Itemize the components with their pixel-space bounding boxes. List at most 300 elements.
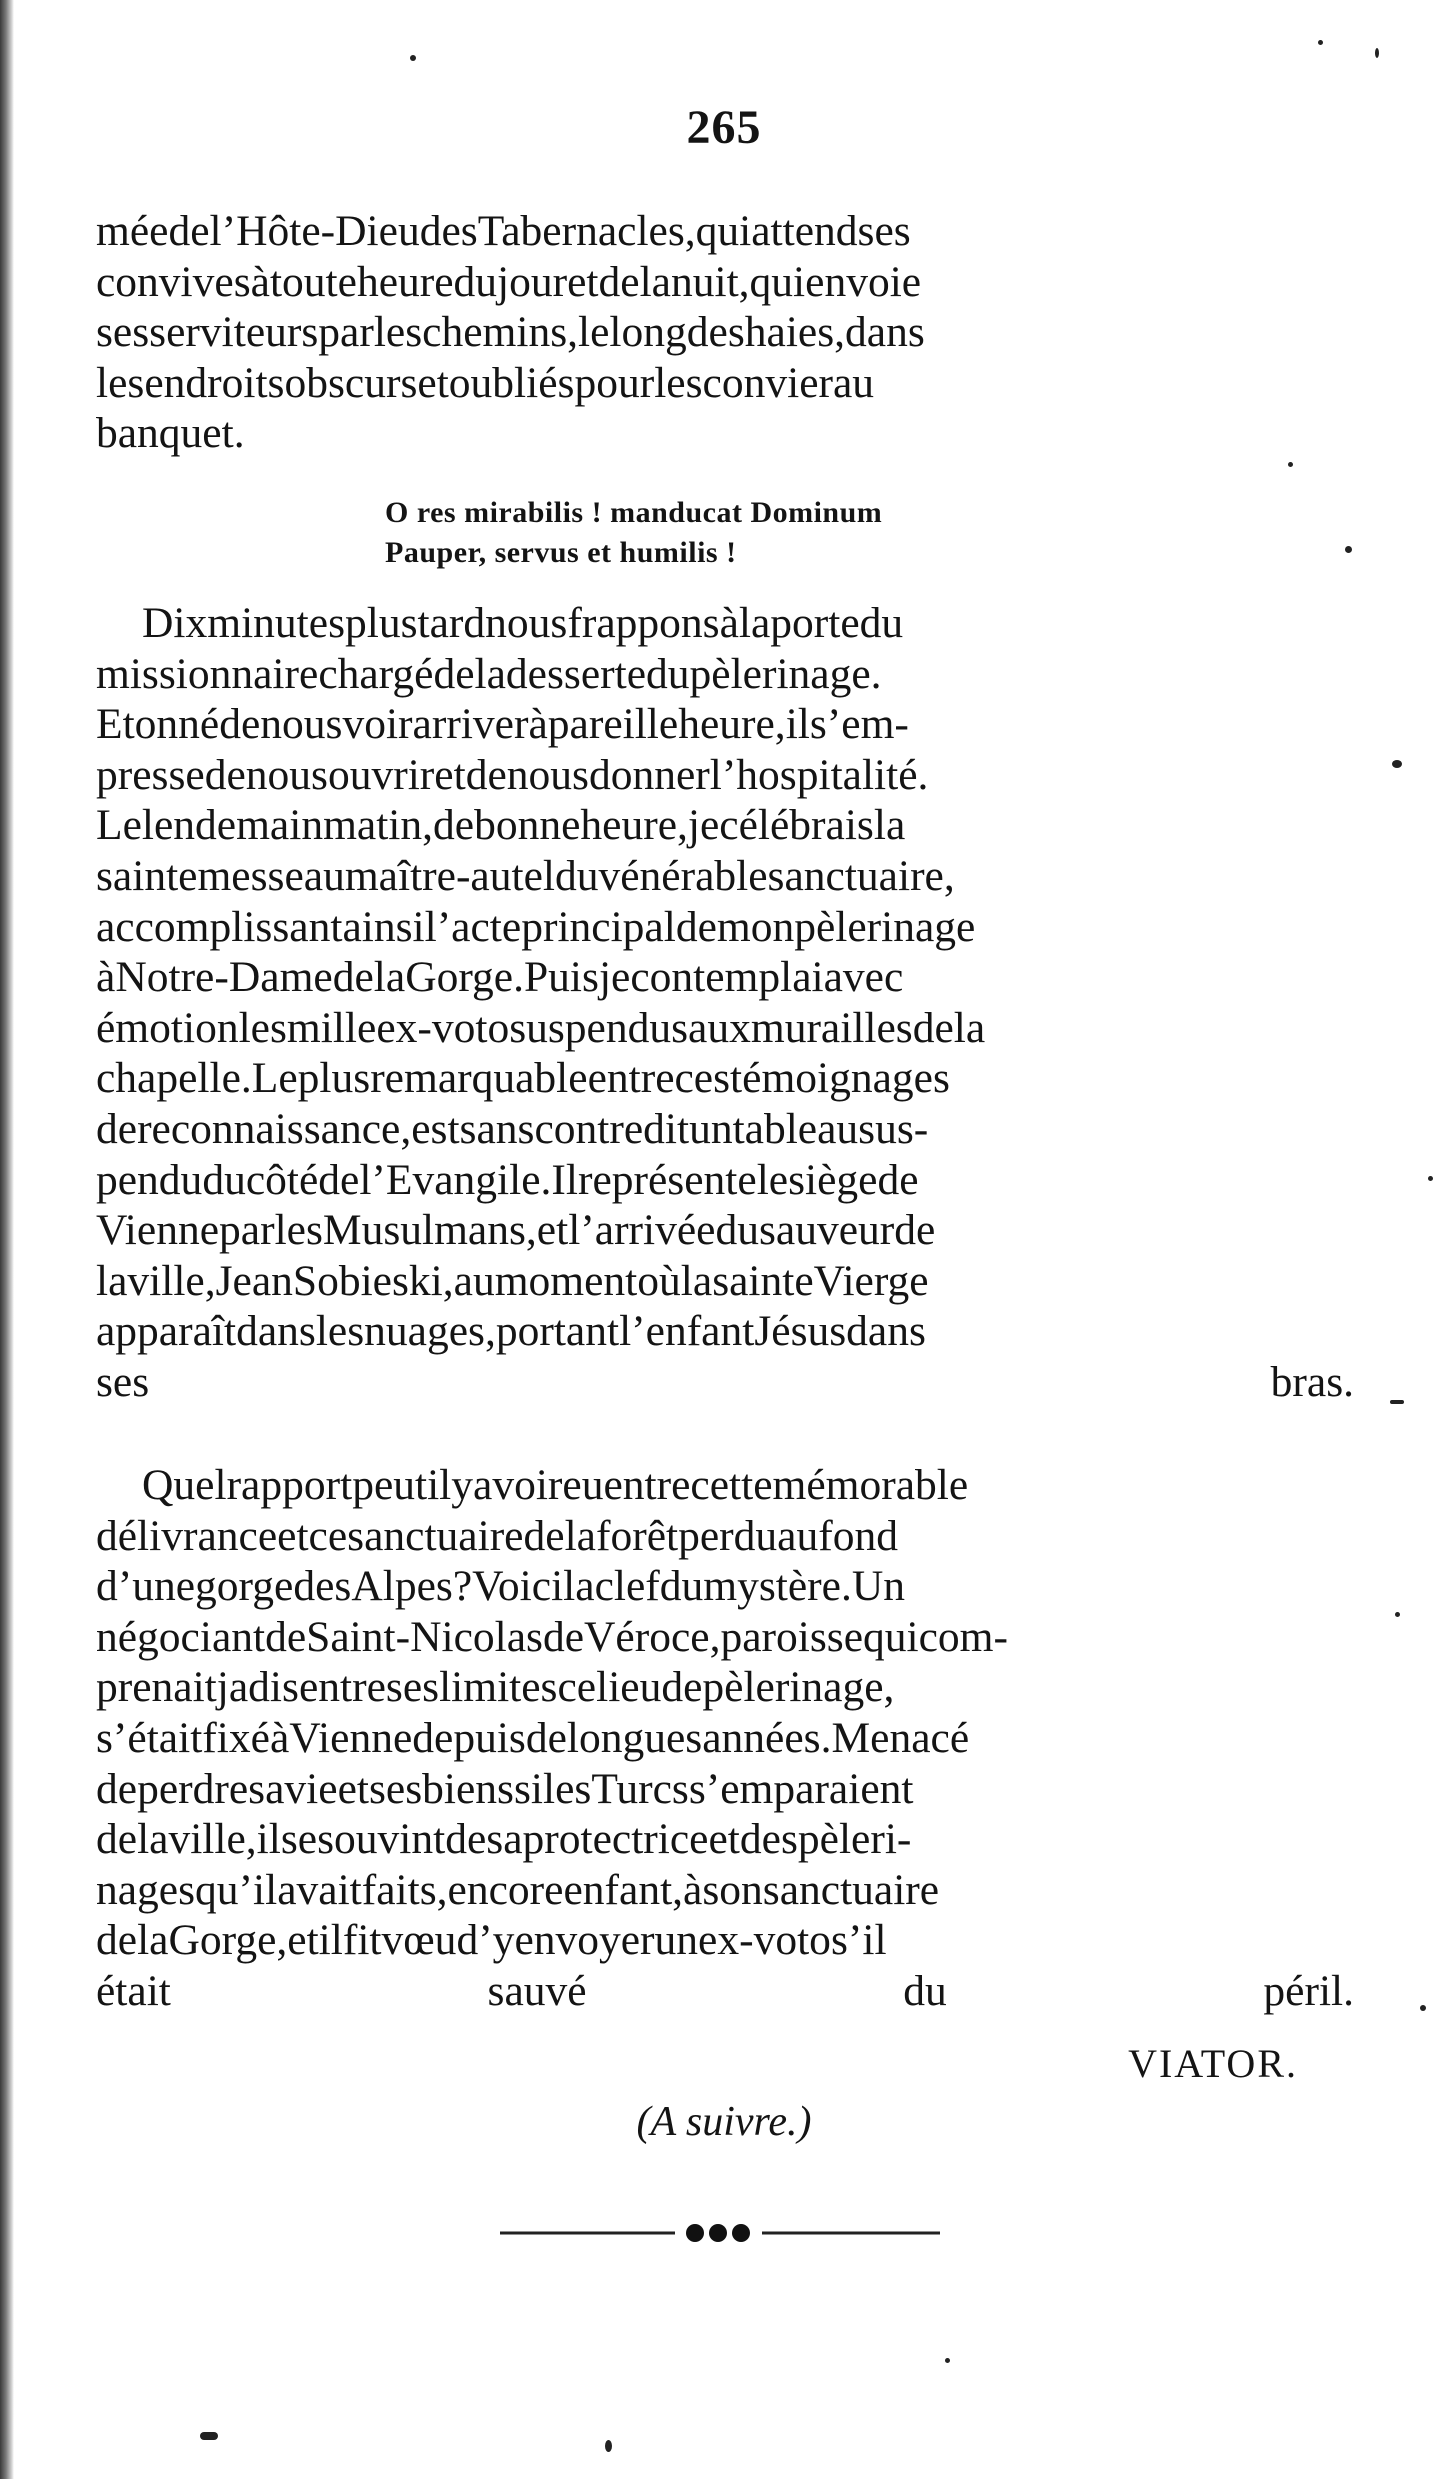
word: ses: [385, 1663, 440, 1712]
word: Un: [851, 1562, 906, 1611]
word: de: [204, 750, 246, 799]
word: accomplissant: [96, 902, 343, 951]
paragraph-2-line: [96, 1053, 1354, 1104]
word: s’était: [96, 1713, 203, 1762]
paragraph-2-line: [96, 851, 1354, 902]
word: sanctuaire: [347, 1511, 524, 1560]
word: les: [542, 1764, 592, 1813]
paragraph-3-last-line: était sauvé du péril.: [96, 1966, 1354, 2015]
word: bonne: [474, 801, 581, 850]
scan-speck: [1375, 48, 1379, 58]
word: de: [465, 750, 507, 799]
word: messe: [197, 851, 304, 900]
word: y: [451, 1461, 474, 1509]
paragraph-3-line: [96, 1814, 1354, 1865]
word: de: [598, 257, 640, 306]
word: Voici: [472, 1562, 564, 1611]
word: les: [96, 358, 145, 407]
word: voir: [342, 700, 413, 749]
word: la: [680, 1256, 713, 1305]
word: presse: [96, 750, 205, 799]
word: les: [274, 1206, 323, 1255]
word: du: [646, 649, 690, 698]
word: du: [554, 851, 599, 900]
scan-speck: [1428, 1176, 1433, 1181]
word: Notre-Dame: [115, 953, 333, 1002]
word: haies,: [744, 308, 846, 357]
word: pèlerinage,: [702, 1663, 895, 1712]
paragraph-2-line: [96, 1306, 1354, 1357]
paragraph-3-line: [96, 1764, 1354, 1815]
word: gorge: [195, 1562, 294, 1611]
word: Jésus: [754, 1307, 847, 1356]
word: remarquable: [370, 1054, 588, 1103]
word: sanctuaire: [762, 1865, 940, 1914]
word: depuis: [412, 1713, 526, 1762]
word: Le: [251, 1054, 298, 1103]
paragraph-3-line: [96, 1865, 1354, 1916]
word: dans: [236, 1307, 316, 1356]
word: de: [433, 649, 475, 698]
word: minutes: [207, 599, 345, 647]
paragraph-2-line: [96, 952, 1354, 1003]
word: pèlerinage: [794, 902, 976, 951]
word: ouvrir: [327, 750, 435, 799]
word: sainte: [96, 851, 198, 900]
word: maître-autel: [344, 851, 555, 900]
word: pour: [574, 358, 655, 407]
word: années.: [702, 1713, 832, 1762]
word: la: [563, 1562, 595, 1611]
word: les: [315, 1307, 365, 1356]
word: à: [683, 1865, 703, 1914]
word: enfant,: [563, 1865, 684, 1914]
latin-verse-line-1: O res mirabilis ! manducat Dominum: [385, 496, 883, 529]
word: ce: [557, 1663, 597, 1712]
word: des: [686, 308, 745, 357]
paragraph-3-line: [96, 1612, 1354, 1663]
scan-speck: [605, 2440, 612, 2452]
word: la: [639, 257, 671, 306]
word: la: [873, 801, 906, 850]
scan-speck: [1395, 1612, 1400, 1617]
word: tard: [417, 599, 486, 647]
word: vénérable: [598, 851, 768, 900]
word: et: [337, 1764, 369, 1813]
word: apparaît: [96, 1307, 237, 1356]
word: l’Hôte-Dieu: [209, 207, 420, 255]
word: ex-voto: [698, 1916, 831, 1965]
word: sus-: [858, 1104, 929, 1153]
word: de: [168, 207, 210, 255]
word: portant: [495, 1307, 620, 1356]
word: de: [894, 1206, 936, 1255]
word: oubliés: [448, 358, 575, 407]
word: avait: [277, 1865, 362, 1914]
word: Turcs: [591, 1764, 689, 1813]
word: du: [202, 1155, 246, 1204]
word: Etonné: [96, 700, 220, 749]
word: envoie: [805, 257, 922, 306]
word: de: [219, 700, 261, 749]
scan-speck: [1318, 40, 1323, 45]
word: et: [434, 750, 466, 799]
word: Puis: [523, 953, 599, 1002]
word: par: [219, 1206, 275, 1255]
word: de: [675, 902, 717, 951]
word: d’une: [96, 1562, 196, 1611]
page-number: 265: [686, 101, 762, 154]
word: attend: [751, 207, 858, 255]
word: de: [661, 1663, 703, 1712]
paragraph-1-line: [96, 358, 1354, 409]
paragraph-3-line: [96, 1460, 1354, 1511]
word: nous: [485, 599, 568, 647]
paragraph-2-line: [96, 1104, 1354, 1155]
word: chemins,: [422, 308, 579, 357]
word: il: [427, 1461, 452, 1509]
word: si: [513, 1764, 543, 1813]
paragraph-2-line: [96, 800, 1354, 851]
word: au: [303, 851, 345, 900]
word: Jean: [215, 1256, 293, 1305]
word: des: [293, 1562, 352, 1611]
word: sa: [486, 1815, 523, 1864]
word: un: [654, 1916, 699, 1965]
word: sans: [459, 1104, 535, 1153]
word: jour: [497, 257, 568, 306]
word: ses: [96, 308, 150, 357]
word: Gorge,: [168, 1916, 288, 1965]
word: avoir: [473, 1461, 563, 1509]
word: et: [277, 1511, 309, 1560]
word: entre: [587, 1054, 675, 1103]
word: l’arrivée: [568, 1206, 716, 1255]
word: la: [96, 1256, 128, 1305]
word: faits,: [361, 1865, 448, 1914]
word: siège: [788, 1155, 878, 1204]
word: ses: [857, 207, 911, 255]
word: mon: [716, 902, 795, 951]
word: célébrais: [719, 801, 874, 850]
word: de: [877, 1155, 919, 1204]
word: ses: [368, 1764, 423, 1813]
word: Vienne: [289, 1713, 413, 1762]
word: de: [445, 1815, 487, 1864]
paragraph-2-line: [96, 1003, 1354, 1054]
paragraph-2-line: [96, 750, 1354, 801]
paragraph-1-line: [96, 206, 1354, 257]
word: fond: [818, 1511, 898, 1560]
word: son: [702, 1865, 763, 1914]
word: côté: [245, 1155, 319, 1204]
word: s’em-: [809, 700, 909, 749]
word: long: [609, 308, 687, 357]
paragraph-2-line: [96, 598, 1354, 649]
word: clef: [594, 1562, 660, 1611]
word: au: [777, 1511, 819, 1560]
word: et: [567, 257, 599, 306]
word: à: [96, 953, 116, 1002]
paragraph-2-line: [96, 1155, 1354, 1206]
word: rapport: [226, 1461, 353, 1509]
paragraph-3-line: [96, 1662, 1354, 1713]
word: chargé: [318, 649, 434, 698]
word: qui: [749, 257, 806, 306]
word: de: [542, 1612, 585, 1661]
word: pèlerinage.: [689, 649, 882, 698]
word: donner: [588, 750, 710, 799]
word: négociant: [96, 1612, 266, 1661]
word: tableau: [732, 1104, 859, 1153]
word: Musulmans,: [322, 1206, 537, 1255]
word: par: [318, 308, 374, 357]
word: il: [318, 1916, 343, 1965]
word: de: [525, 1713, 567, 1762]
word: la: [373, 953, 406, 1002]
word: Vienne: [96, 1206, 220, 1255]
paragraph-2-line: [96, 902, 1354, 953]
word: eu: [562, 1461, 604, 1509]
word: contredit: [534, 1104, 690, 1153]
word: heure,: [678, 700, 786, 749]
word: serviteurs: [149, 308, 319, 357]
word: forêt: [595, 1511, 679, 1560]
word: Alpes: [351, 1562, 453, 1611]
word: ainsi: [342, 902, 425, 951]
word: murailles: [750, 1003, 913, 1052]
word: à: [269, 1713, 290, 1762]
paragraph-1-last-line: banquet.: [96, 409, 245, 458]
scan-speck: [1345, 546, 1352, 553]
word: qui: [695, 207, 752, 255]
word: vœu: [381, 1916, 457, 1965]
word: l’hospitalité.: [709, 750, 929, 799]
paragraph-2-line: [96, 1256, 1354, 1307]
word: où: [637, 1256, 681, 1305]
word: lieu: [596, 1663, 662, 1712]
word: longues: [566, 1713, 703, 1762]
word: l’enfant: [619, 1307, 755, 1356]
word: Gorge.: [405, 953, 524, 1002]
word: la: [953, 1003, 986, 1052]
word: sauveur: [759, 1206, 895, 1255]
word: qu’il: [195, 1865, 278, 1914]
word: moment: [494, 1256, 638, 1305]
word: Vierge: [813, 1256, 929, 1305]
word: au: [832, 358, 875, 407]
word: la: [137, 1916, 169, 1965]
word: Quel: [142, 1461, 227, 1509]
word: desserte: [505, 649, 647, 698]
word: pendu: [96, 1155, 203, 1204]
word: com-: [918, 1612, 1008, 1661]
word: fixé: [202, 1713, 270, 1762]
word: il: [256, 1815, 281, 1864]
word: le: [756, 1155, 789, 1204]
word: et: [417, 358, 449, 407]
word: missionnaire: [96, 649, 319, 698]
word: Véroce,: [584, 1612, 721, 1661]
word: et: [536, 1206, 569, 1255]
word: dans: [845, 308, 925, 357]
word: Tabernacles,: [477, 207, 696, 255]
word: les: [654, 358, 703, 407]
author-signature: VIATOR.: [1128, 2041, 1298, 2086]
word: reconnaissance,: [137, 1104, 412, 1153]
word: je: [598, 953, 631, 1002]
word: pareille: [547, 700, 679, 749]
word: délivrance: [96, 1511, 278, 1560]
word: nous: [506, 750, 589, 799]
word: ville,: [168, 1815, 257, 1864]
word: témoignages: [730, 1054, 950, 1103]
word: la: [137, 1815, 169, 1864]
word: Le: [96, 801, 142, 850]
word: émotion: [96, 1003, 239, 1052]
word: mée: [96, 207, 169, 255]
word: Sobieski,: [292, 1256, 454, 1305]
word: fit: [342, 1916, 382, 1965]
scan-speck: [945, 2358, 950, 2363]
word: plus: [297, 1054, 371, 1103]
word: ces: [674, 1054, 731, 1103]
word: du: [453, 257, 498, 306]
word: nuit,: [671, 257, 750, 306]
word: nuages,: [364, 1307, 496, 1356]
word: à: [719, 599, 739, 647]
word: de: [332, 953, 374, 1002]
paragraph-2-line: [96, 699, 1354, 750]
word: ?: [452, 1562, 473, 1611]
word: nous: [245, 750, 328, 799]
word: il: [785, 700, 810, 749]
word: et: [708, 1815, 740, 1864]
word: du: [715, 1206, 759, 1255]
word: du: [859, 599, 904, 647]
scan-speck: [410, 55, 416, 61]
word: le: [578, 308, 610, 357]
scan-speck: [1288, 462, 1293, 467]
word: biens: [422, 1764, 514, 1813]
word: cette: [690, 1461, 773, 1509]
word: de: [433, 801, 475, 850]
word: obscurs: [284, 358, 418, 407]
word: les: [238, 1003, 287, 1052]
word: à: [528, 700, 548, 749]
word: souvint: [317, 1815, 446, 1864]
word: les: [373, 308, 423, 357]
scan-speck: [200, 2432, 218, 2440]
word: lendemain: [141, 801, 324, 850]
word: frappons: [567, 599, 720, 647]
word: de: [96, 1815, 138, 1864]
paragraph-3-line: [96, 1511, 1354, 1562]
word: dans: [846, 1307, 926, 1356]
word: pèleri-: [797, 1815, 912, 1864]
word: de: [912, 1003, 954, 1052]
paragraph-1-line: [96, 257, 1354, 308]
paragraph-3-line: [96, 1915, 1354, 1966]
word: perdu: [678, 1511, 778, 1560]
word: limites: [439, 1663, 558, 1712]
word: porte: [770, 599, 860, 647]
word: de: [96, 1916, 138, 1965]
to-be-continued: (A suivre.): [636, 2099, 812, 2145]
word: peut: [352, 1461, 428, 1509]
word: paroisse: [720, 1612, 864, 1661]
latin-verse-line-2: Pauper, servus et humilis !: [385, 536, 737, 569]
paragraph-3-line: [96, 1561, 1354, 1612]
word: sa: [248, 1764, 285, 1813]
word: convier: [702, 358, 833, 407]
word: arriver: [412, 700, 529, 749]
scan-speck: [1390, 1400, 1404, 1404]
paragraph-3: [96, 1460, 1354, 2017]
word: Menacé: [831, 1713, 970, 1762]
word: mystère.: [703, 1562, 852, 1611]
word: ce: [308, 1511, 348, 1560]
word: la: [474, 649, 506, 698]
word: encore: [447, 1865, 564, 1914]
word: toute: [269, 257, 357, 306]
word: je: [687, 801, 720, 850]
word: jadis: [216, 1663, 299, 1712]
word: du: [659, 1562, 704, 1611]
word: principal: [521, 902, 676, 951]
word: l’acte: [424, 902, 522, 951]
word: de: [96, 1764, 138, 1813]
word: représente: [577, 1155, 757, 1204]
closing-ornament-icon: [500, 2218, 940, 2248]
word: se: [280, 1815, 318, 1864]
word: endroits: [144, 358, 285, 407]
word: protectrice: [522, 1815, 709, 1864]
word: de: [265, 1612, 307, 1661]
word: avec: [823, 953, 904, 1002]
word: mille: [286, 1003, 377, 1052]
word: la: [738, 599, 771, 647]
paragraph-2-line: [96, 1205, 1354, 1256]
word: perdre: [137, 1764, 249, 1813]
word: et: [287, 1916, 319, 1965]
word: des: [419, 207, 478, 255]
word: Dix: [142, 599, 208, 647]
word: envoyer: [514, 1916, 655, 1965]
word: ex-voto: [376, 1003, 510, 1052]
word: matin,: [323, 801, 434, 850]
word: à: [250, 257, 270, 306]
word: sainte: [712, 1256, 814, 1305]
word: s’emparaient: [688, 1764, 914, 1813]
word: prenait: [96, 1663, 217, 1712]
word: heure,: [580, 801, 688, 850]
word: entre: [298, 1663, 386, 1712]
word: l’Evangile.: [359, 1155, 552, 1204]
word: est: [411, 1104, 460, 1153]
word: heure: [356, 257, 454, 306]
word: vie: [284, 1764, 338, 1813]
word: s’il: [830, 1916, 887, 1965]
word: de: [318, 1155, 360, 1204]
word: entre: [603, 1461, 691, 1509]
word: convives: [96, 257, 251, 306]
word: Il: [551, 1155, 578, 1204]
word: contemplai: [630, 953, 824, 1002]
word: de: [96, 1104, 138, 1153]
word: nages: [96, 1865, 196, 1914]
paragraph-1-line: [96, 307, 1354, 358]
